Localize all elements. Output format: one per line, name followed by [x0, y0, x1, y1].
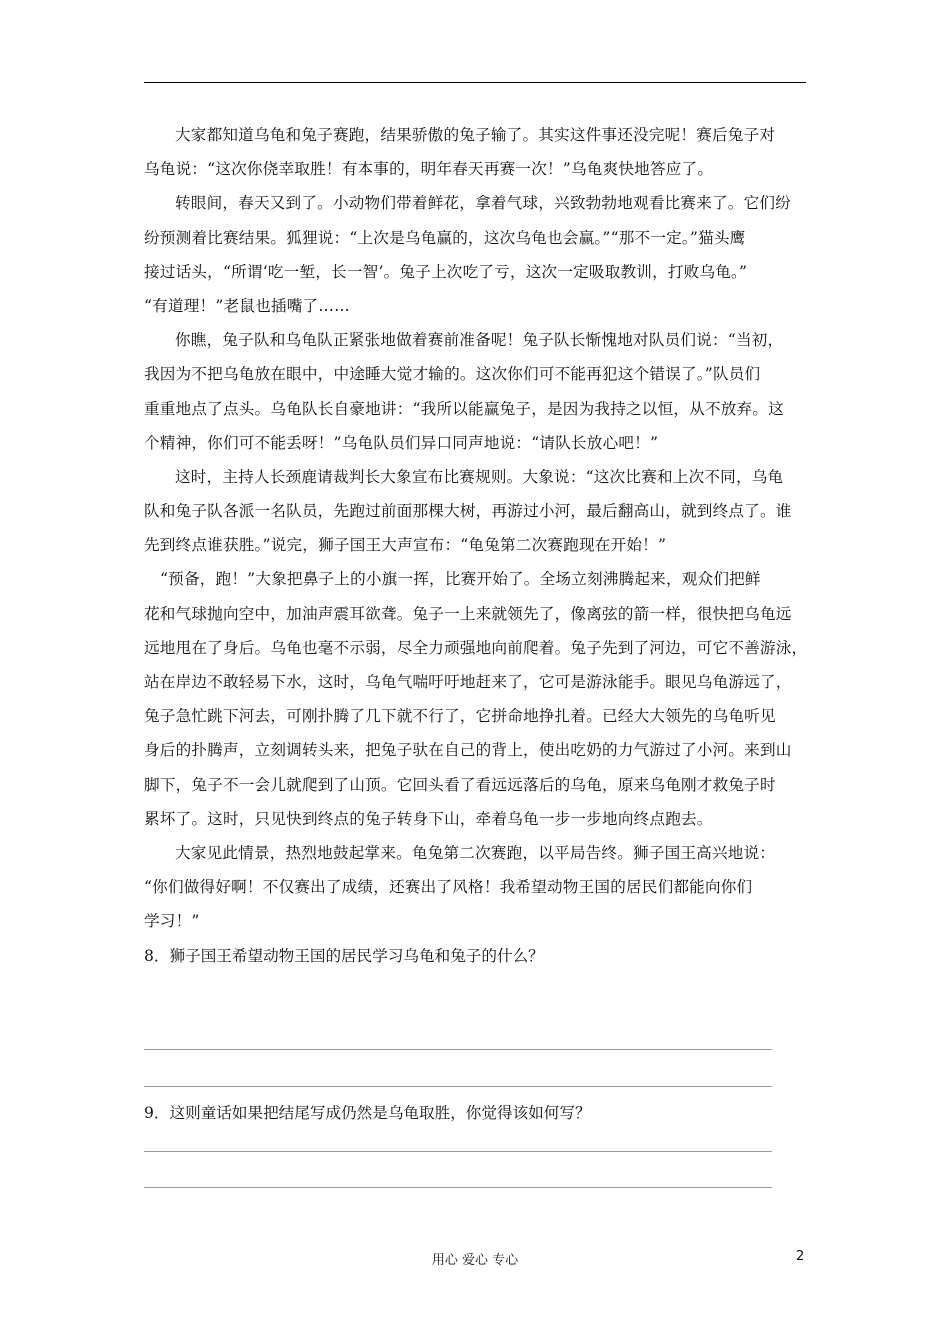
story-line: 纷预测着比赛结果。狐狸说：“上次是乌龟赢的，这次乌龟也会赢。”“那不一定。”猫头鹰 — [144, 228, 746, 247]
story-line: 队和兔子队各派一名队员，先跑过前面那棵大树，再游过小河，最后翻高山，就到终点了。谁 — [144, 502, 792, 521]
story-line: 乌龟说：“这次你侥幸取胜！有本事的，明年春天再赛一次！”乌龟爽快地答应了。 — [144, 160, 714, 179]
story-line: 花和气球抛向空中，加油声震耳欲聋。兔子一上来就领先了，像离弦的箭一样，很快把乌龟远 — [144, 604, 792, 623]
answer-line-q9-2[interactable] — [144, 1187, 772, 1188]
story-line: 接过话头，“所谓‘吃一堑，长一智’。兔子上次吃了亏，这次一定吸取教训，打败乌龟。” — [144, 262, 748, 281]
story-line: 我因为不把乌龟放在眼中，中途睡大觉才输的。这次你们可不能再犯这个错误了。”队员们 — [144, 365, 761, 384]
story-line: 转眼间，春天又到了。小动物们带着鲜花，拿着气球，兴致勃勃地观看比赛来了。它们纷 — [175, 194, 791, 213]
footer-slogan: 用心 爱心 专心 — [431, 1253, 519, 1268]
story-line: 先到终点谁获胜。”说完，狮子国王大声宣布：“龟兔第二次赛跑现在开始！” — [144, 536, 667, 555]
story-line: 累坏了。这时，只见快到终点的兔子转身下山，牵着乌龟一步一步地向终点跑去。 — [144, 809, 713, 828]
question-8: 8．狮子国王希望动物王国的居民学习乌龟和兔子的什么？ — [144, 946, 544, 965]
story-line: 学习！” — [144, 912, 200, 931]
story-line: 脚下，兔子不一会儿就爬到了山顶。它回头看了看远远落后的乌龟，原来乌龟刚才救兔子时 — [144, 775, 776, 794]
story-line: “你们做得好啊！不仅赛出了成绩，还赛出了风格！我希望动物王国的居民们都能向你们 — [144, 878, 753, 897]
story-line: 身后的扑腾声，立刻调转头来，把兔子驮在自己的背上，使出吃奶的力气游过了小河。来到山 — [144, 741, 792, 760]
header-rule — [144, 82, 806, 83]
answer-line-q8-1[interactable] — [144, 1049, 772, 1050]
story-line: 兔子急忙跳下河去，可刚扑腾了几下就不行了，它拼命地挣扎着。已经大大领先的乌龟听见 — [144, 707, 776, 726]
story-line: 大家见此情景，热烈地鼓起掌来。龟兔第二次赛跑，以平局告终。狮子国王高兴地说： — [175, 843, 776, 862]
story-line: 个精神，你们可不能丢呀！”乌龟队员们异口同声地说：“请队长放心吧！” — [144, 433, 659, 452]
story-line: 大家都知道乌龟和兔子赛跑，结果骄傲的兔子输了。其实这件事还没完呢！赛后兔子对 — [175, 126, 776, 144]
answer-line-q9-1[interactable] — [144, 1151, 772, 1152]
story-line: “有道理！”老鼠也插嘴了…… — [144, 296, 350, 315]
page-number: 2 — [796, 1249, 805, 1264]
story-line: “预备，跑！”大象把鼻子上的小旗一挥，比赛开始了。全场立刻沸腾起来，观众们把鲜 — [160, 570, 761, 589]
story-line: 你瞧，兔子队和乌龟队正紧张地做着赛前准备呢！兔子队长惭愧地对队员们说：“当初， — [175, 331, 784, 350]
story-line: 这时，主持人长颈鹿请裁判长大象宣布比赛规则。大象说：“这次比赛和上次不同，乌龟 — [175, 467, 784, 486]
story-text — [144, 118, 810, 973]
question-9: 9．这则童话如果把结尾写成仍然是乌龟取胜，你觉得该如何写？ — [144, 1104, 591, 1122]
story-line: 站在岸边不敢轻易下水，这时，乌龟气喘吁吁地赶来了，它可是游泳能手。眼见乌龟游远了， — [144, 673, 792, 691]
story-line: 远地甩在了身后。乌龟也毫不示弱，尽全力顽强地向前爬着。兔子先到了河边，可它不善游泳， — [144, 638, 808, 657]
story-line: 重重地点了点头。乌龟队长自豪地讲：“我所以能赢兔子，是因为我持之以恒，从不放弃。这 — [144, 399, 784, 418]
answer-line-q8-2[interactable] — [144, 1086, 772, 1087]
